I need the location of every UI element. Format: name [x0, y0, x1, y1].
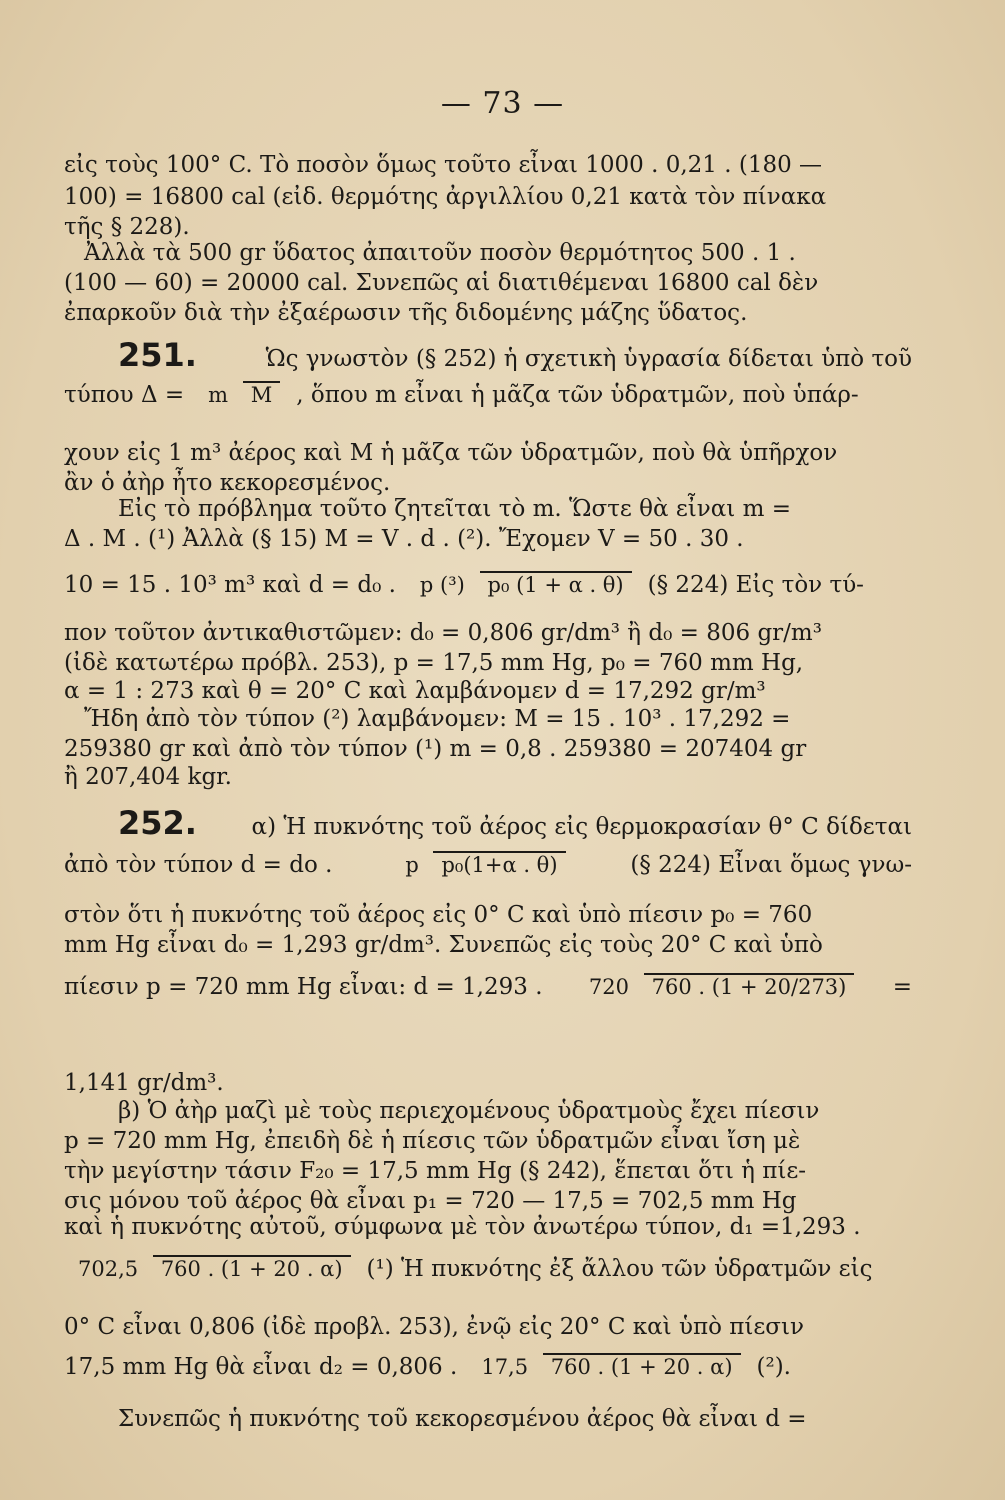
fraction-denominator: 760 . (1 + 20 . α) — [153, 1255, 351, 1281]
text-line: β) Ὁ ἀὴρ μαζὶ μὲ τοὺς περιεχομένους ὑδρατμοὺς ἔχει πίεσιν — [118, 1098, 820, 1124]
problem-number: 251. — [118, 336, 197, 374]
fraction-denominator: 760 . (1 + 20/273) — [644, 973, 855, 999]
text-line: τὴν μεγίστην τάσιν F₂₀ = 17,5 mm Hg (§ 242), ἕπεται ὅτι ἡ πίε- — [64, 1158, 807, 1184]
text-line: α = 1 : 273 καὶ θ = 20° C καὶ λαμβάνομεν d = 17,292 gr/m³ — [64, 678, 766, 704]
text-line: (ἰδὲ κατωτέρω πρόβλ. 253), p = 17,5 mm Hg, p₀ = 760 mm Hg, — [64, 650, 804, 676]
text-segment: ἀπὸ τὸν τύπον d = do . — [64, 852, 333, 878]
text-segment: , ὅπου m εἶναι ἡ μᾶζα τῶν ὑδρατμῶν, ποὺ ὑπάρ- — [296, 382, 859, 408]
text-line: Ἀλλὰ τὰ 500 gr ὕδατος ἀπαιτοῦν ποσὸν θερμότητος 500 . 1 . — [84, 240, 796, 266]
problem-252-line — [118, 804, 912, 842]
text-segment: (§ 224) Εἶναι ὅμως γνω- — [630, 852, 912, 878]
problem-251-line — [118, 336, 912, 374]
problem-252-line — [64, 972, 912, 1002]
fraction-numerator: m — [208, 383, 229, 407]
text-segment: 17,5 mm Hg θὰ εἶναι d₂ = 0,806 . — [64, 1354, 458, 1380]
text-line: 0° C εἶναι 0,806 (ἰδὲ προβλ. 253), ἐνῷ εἰς 20° C καὶ ὑπὸ πίεσιν — [64, 1314, 804, 1340]
text-segment: Ὡς γνωστὸν (§ 252) ἡ σχετικὴ ὑγρασία δίδεται ὑπὸ τοῦ — [265, 346, 912, 372]
text-line: 100) = 16800 cal (εἰδ. θερμότης ἀργιλλίου 0,21 κατὰ τὸν πίνακα — [64, 184, 827, 210]
fraction-denominator: p₀ (1 + α . θ) — [480, 571, 632, 597]
text-segment: (²). — [756, 1354, 791, 1380]
text-segment: 10 = 15 . 10³ m³ καὶ d = d₀ . — [64, 572, 396, 598]
text-line: ἂν ὁ ἀὴρ ἦτο κεκορεσμένος. — [64, 470, 391, 496]
text-segment: (¹) Ἡ πυκνότης ἐξ ἄλλου τῶν ὑδρατμῶν εἰς — [366, 1256, 873, 1282]
fraction — [70, 1255, 351, 1281]
text-line: χουν εἰς 1 m³ ἀέρος καὶ M ἡ μᾶζα τῶν ὑδρατμῶν, ποὺ θὰ ὑπῆρχον — [64, 440, 838, 466]
text-line: Εἰς τὸ πρόβλημα τοῦτο ζητεῖται τὸ m. Ὥστε θὰ εἶναι m = — [118, 496, 791, 522]
text-line: τῆς § 228). — [64, 214, 190, 240]
text-line: (100 — 60) = 20000 cal. Συνεπῶς αἱ διατιθέμεναι 16800 cal δὲν — [64, 270, 819, 296]
fraction — [581, 973, 854, 999]
problem-252-line — [64, 1352, 912, 1382]
fraction-denominator: M — [243, 381, 281, 407]
text-segment: α) Ἡ πυκνότης τοῦ ἀέρος εἰς θερμοκρασίαν θ° C δίδεται — [251, 814, 912, 840]
fraction — [200, 381, 280, 407]
fraction-numerator: 720 — [588, 975, 629, 999]
text-line: Ἤδη ἀπὸ τὸν τύπον (²) λαμβάνομεν: M = 15 . 10³ . 17,292 = — [84, 706, 791, 732]
text-line: σις μόνου τοῦ ἀέρος θὰ εἶναι p₁ = 720 — 17,5 = 702,5 mm Hg — [64, 1188, 797, 1214]
problem-number: 252. — [118, 804, 197, 842]
text-line: πον τοῦτον ἀντικαθιστῶμεν: d₀ = 0,806 gr/dm³ ἢ d₀ = 806 gr/m³ — [64, 620, 822, 646]
fraction-numerator: p (³) — [419, 573, 465, 597]
text-segment: πίεσιν p = 720 mm Hg εἶναι: d = 1,293 . — [64, 974, 543, 1000]
problem-252-line — [64, 850, 912, 880]
fraction-numerator: 17,5 — [481, 1355, 529, 1379]
page-number: — 73 — — [440, 86, 565, 121]
text-line: Συνεπῶς ἡ πυκνότης τοῦ κεκορεσμένου ἀέρος θὰ εἶναι d = — [118, 1406, 807, 1432]
problem-251-line — [64, 380, 912, 410]
fraction-denominator: p₀(1+α . θ) — [433, 851, 565, 877]
fraction-numerator: 702,5 — [78, 1257, 139, 1281]
text-segment: = — [892, 974, 912, 1000]
text-segment: (§ 224) Εἰς τὸν τύ- — [647, 572, 864, 598]
fraction-denominator: 760 . (1 + 20 . α) — [543, 1353, 741, 1379]
fraction-numerator: p — [405, 853, 419, 877]
text-line: ἢ 207,404 kgr. — [64, 764, 232, 790]
text-line: στὸν ὅτι ἡ πυκνότης τοῦ ἀέρος εἰς 0° C καὶ ὑπὸ πίεσιν p₀ = 760 — [64, 902, 813, 928]
text-line: mm Hg εἶναι d₀ = 1,293 gr/dm³. Συνεπῶς εἰς τοὺς 20° C καὶ ὑπὸ — [64, 932, 823, 958]
text-line: καὶ ἡ πυκνότης αὐτοῦ, σύμφωνα μὲ τὸν ἀνωτέρω τύπον, d₁ =1,293 . — [64, 1214, 861, 1240]
text-line: 259380 gr καὶ ἀπὸ τὸν τύπον (¹) m = 0,8 . 259380 = 207404 gr — [64, 736, 807, 762]
problem-252-line — [64, 1254, 912, 1284]
fraction — [412, 571, 632, 597]
text-line: Δ . M . (¹) Ἀλλὰ (§ 15) M = V . d . (²). Ἔχομεν V = 50 . 30 . — [64, 526, 744, 552]
text-line: εἰς τοὺς 100° C. Τὸ ποσὸν ὅμως τοῦτο εἶναι 1000 . 0,21 . (180 — — [64, 152, 823, 178]
fraction — [397, 851, 565, 877]
text-segment: τύπου Δ = — [64, 382, 185, 408]
problem-251-line — [64, 570, 912, 600]
text-line: ἐπαρκοῦν διὰ τὴν ἐξαέρωσιν τῆς διδομένης μάζης ὕδατος. — [64, 300, 748, 326]
text-line: 1,141 gr/dm³. — [64, 1070, 224, 1096]
fraction — [473, 1353, 740, 1379]
text-line: p = 720 mm Hg, ἐπειδὴ δὲ ἡ πίεσις τῶν ὑδρατμῶν εἶναι ἴση μὲ — [64, 1128, 801, 1154]
